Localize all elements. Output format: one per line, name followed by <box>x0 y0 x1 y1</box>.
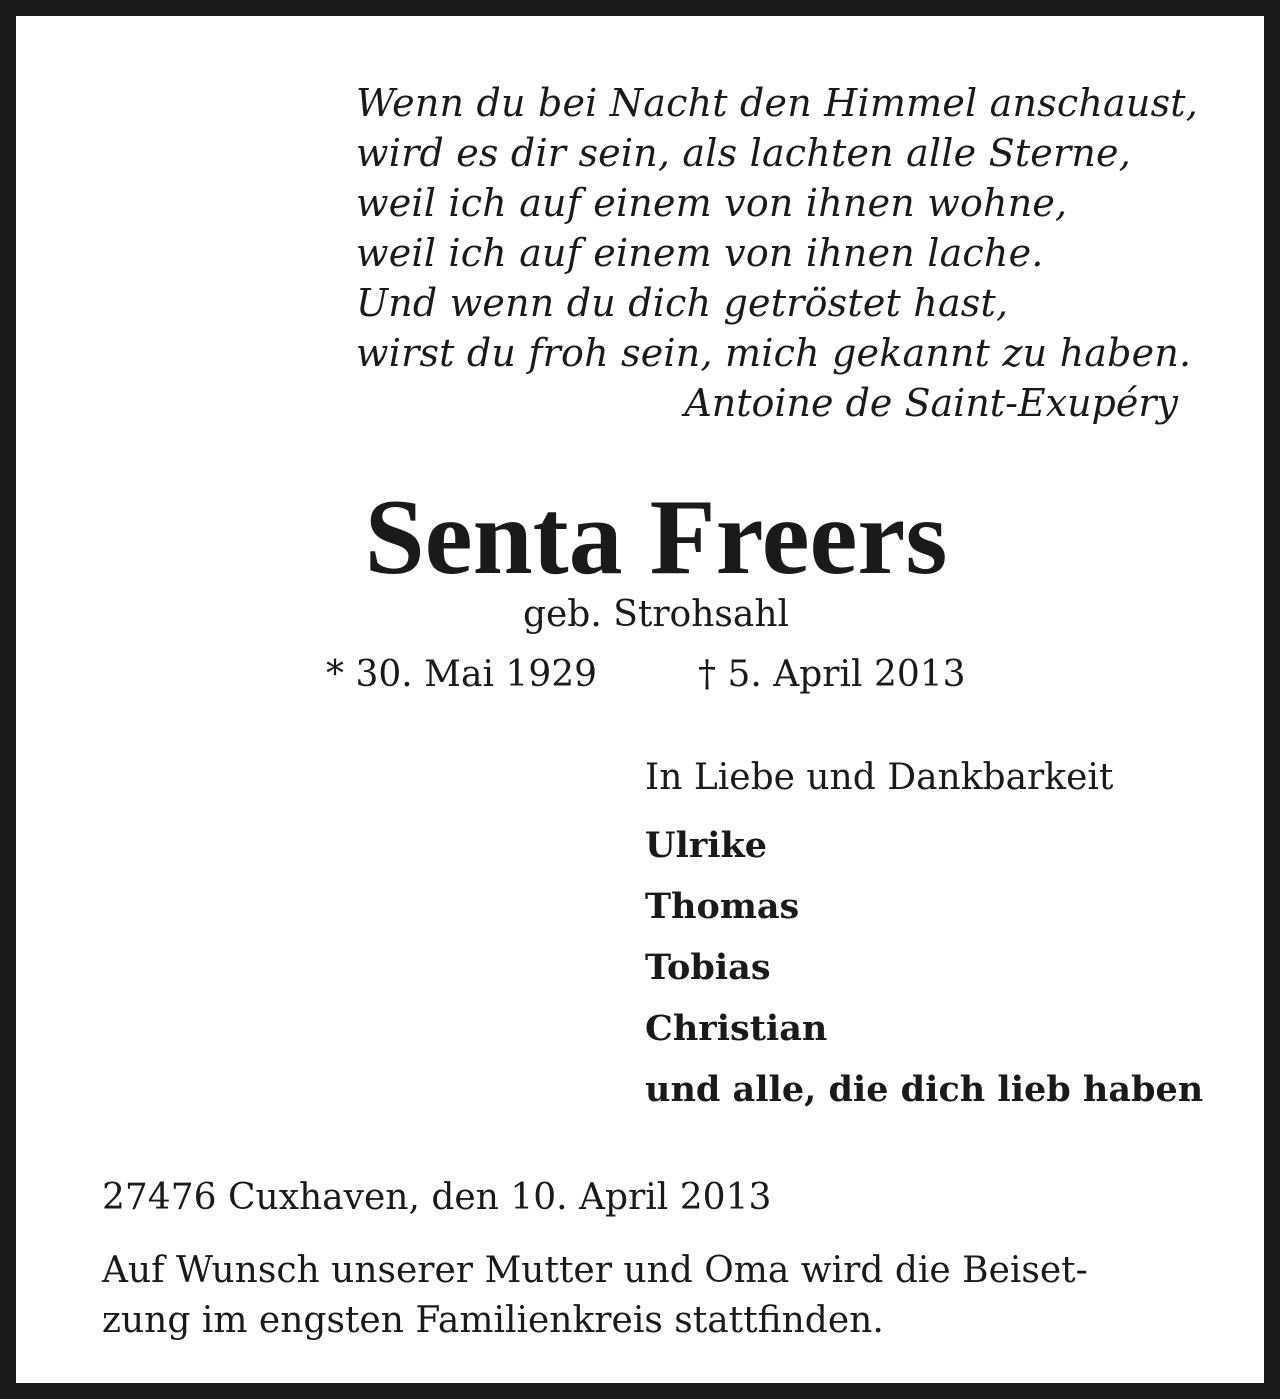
birth-name: geb. Strohsahl <box>522 594 790 635</box>
poem-quote <box>356 78 1216 378</box>
closing-note <box>102 1246 1222 1346</box>
mourner-name: Ulrike <box>645 825 768 866</box>
birth-date: * 30. Mai 1929 <box>326 654 598 695</box>
closing-note-line: zung im engsten Familienkreis stattfinden. <box>102 1300 884 1341</box>
poem-line: weil ich auf einem von ihnen lache. <box>356 231 1044 275</box>
mourner-name: und alle, die dich lieb haben <box>645 1069 1204 1110</box>
poem-author: Antoine de Saint-Exupéry <box>684 381 1178 425</box>
mourners-intro: In Liebe und Dankbarkeit <box>645 757 1114 798</box>
mourner-name: Tobias <box>645 947 771 988</box>
poem-line: wirst du froh sein, mich gekannt zu haben. <box>356 331 1192 375</box>
mourner-list <box>645 815 1245 1120</box>
mourner-name: Thomas <box>645 886 800 927</box>
poem-line: wird es dir sein, als lachten alle Sterne, <box>356 131 1132 175</box>
poem-line: Und wenn du dich getröstet hast, <box>356 281 1009 325</box>
deceased-name: Senta Freers <box>364 478 948 597</box>
place-and-date: 27476 Cuxhaven, den 10. April 2013 <box>102 1177 772 1218</box>
mourners-block <box>645 753 1245 1120</box>
poem-line: Wenn du bei Nacht den Himmel anschaust, <box>356 81 1199 125</box>
closing-note-line: Auf Wunsch unserer Mutter und Oma wird die Beiset- <box>102 1250 1088 1291</box>
mourner-name: Christian <box>645 1008 828 1049</box>
poem-line: weil ich auf einem von ihnen wohne, <box>356 181 1068 225</box>
death-date: † 5. April 2013 <box>698 654 966 695</box>
